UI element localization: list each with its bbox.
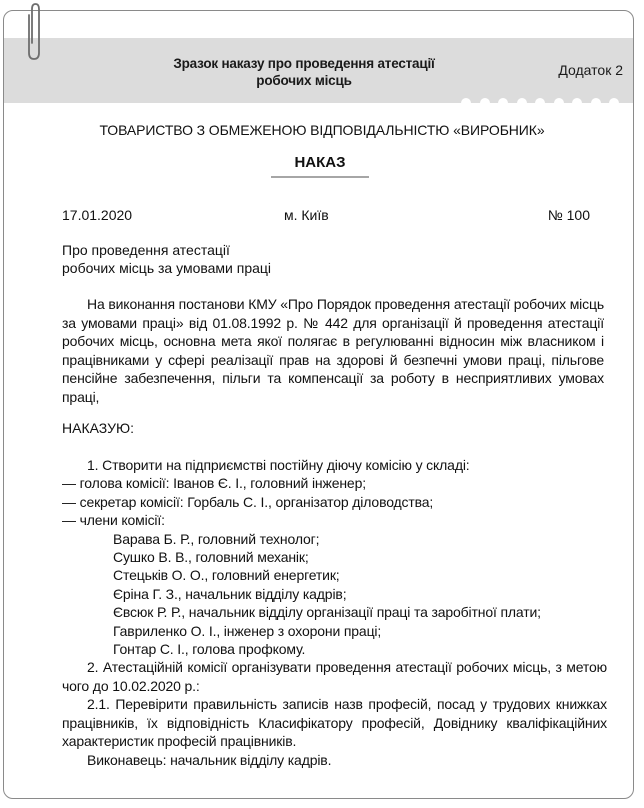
commission-member: Євсюк Р. Р., начальник відділу організації праці та заробітної плати; — [113, 604, 541, 621]
subject-line2: робочих місць за умовами праці — [62, 260, 272, 276]
commission-members-label: — члени комісії: — [62, 512, 165, 529]
commission-member: Варава Б. Р., головний технолог; — [113, 530, 320, 547]
scallop-decoration — [461, 98, 619, 108]
executor-line: Виконавець: начальник відділу кадрів. — [87, 751, 332, 768]
paperclip-icon — [22, 3, 42, 61]
document-title: НАКАЗ — [294, 154, 346, 171]
organization-name: ТОВАРИСТВО З ОБМЕЖЕНОЮ ВІДПОВІДАЛЬНІСТЮ «ВИРОБНИК» — [99, 122, 545, 138]
preamble-paragraph: На виконання постанови КМУ «Про Порядок проведення атестації робочих місць за умовами праці» від 01.08.1992 р. № 442 для організації й проведення атестації робочих місць, основна мета якої полягає в регулюванні відносин між власником і працівниками у сфері реалізації прав на здорові й безпечні умови праці, пільгове пенсійне забезпечення, пільги та компенсації за роботу в несприятливих умовах праці, — [62, 296, 604, 405]
commission-member: Гонтар С. І., голова профкому. — [113, 641, 306, 658]
document-date: 17.01.2020 — [62, 207, 133, 223]
order-items — [62, 456, 607, 769]
subject-line1: Про проведення атестації — [62, 242, 230, 258]
commission-member: Сушко В. В., головний механік; — [113, 549, 309, 566]
sample-title-line1: Зразок наказу про проведення атестації — [173, 56, 435, 71]
commission-secretary: — секретар комісії: Горбаль С. І., організатор діловодства; — [62, 493, 434, 510]
appendix-label: Додаток 2 — [558, 62, 623, 78]
document-number: № 100 — [547, 207, 590, 223]
item-2-1: 2.1. Перевірити правильність записів назв професій, посад у трудових книжках працівників, їх відповідність Класифікатору професій, Довіднику кваліфікаційних характеристик професій працівників. — [62, 696, 607, 750]
sample-title — [124, 55, 484, 89]
document-city: м. Київ — [284, 207, 329, 223]
commission-member: Стецьків О. О., головний енергетик; — [113, 567, 340, 584]
item-2: 2. Атестаційній комісії організувати проведення атестації робочих місць, з метою чого до 10.02.2020 р.: — [62, 659, 607, 694]
commission-chair: — голова комісії: Іванов Є. І., головний інженер; — [62, 475, 366, 492]
commission-member: Гавриленко О. І., інженер з охорони праці; — [113, 622, 382, 639]
order-word: НАКАЗУЮ: — [62, 420, 135, 436]
header-band — [4, 38, 633, 103]
commission-member: Єріна Г. З., начальник відділу кадрів; — [113, 585, 347, 602]
title-underline — [271, 176, 369, 178]
sample-title-line2: робочих місць — [256, 73, 352, 88]
document-subject — [62, 241, 271, 277]
item-1: 1. Створити на підприємстві постійну діючу комісію у складі: — [87, 457, 470, 473]
